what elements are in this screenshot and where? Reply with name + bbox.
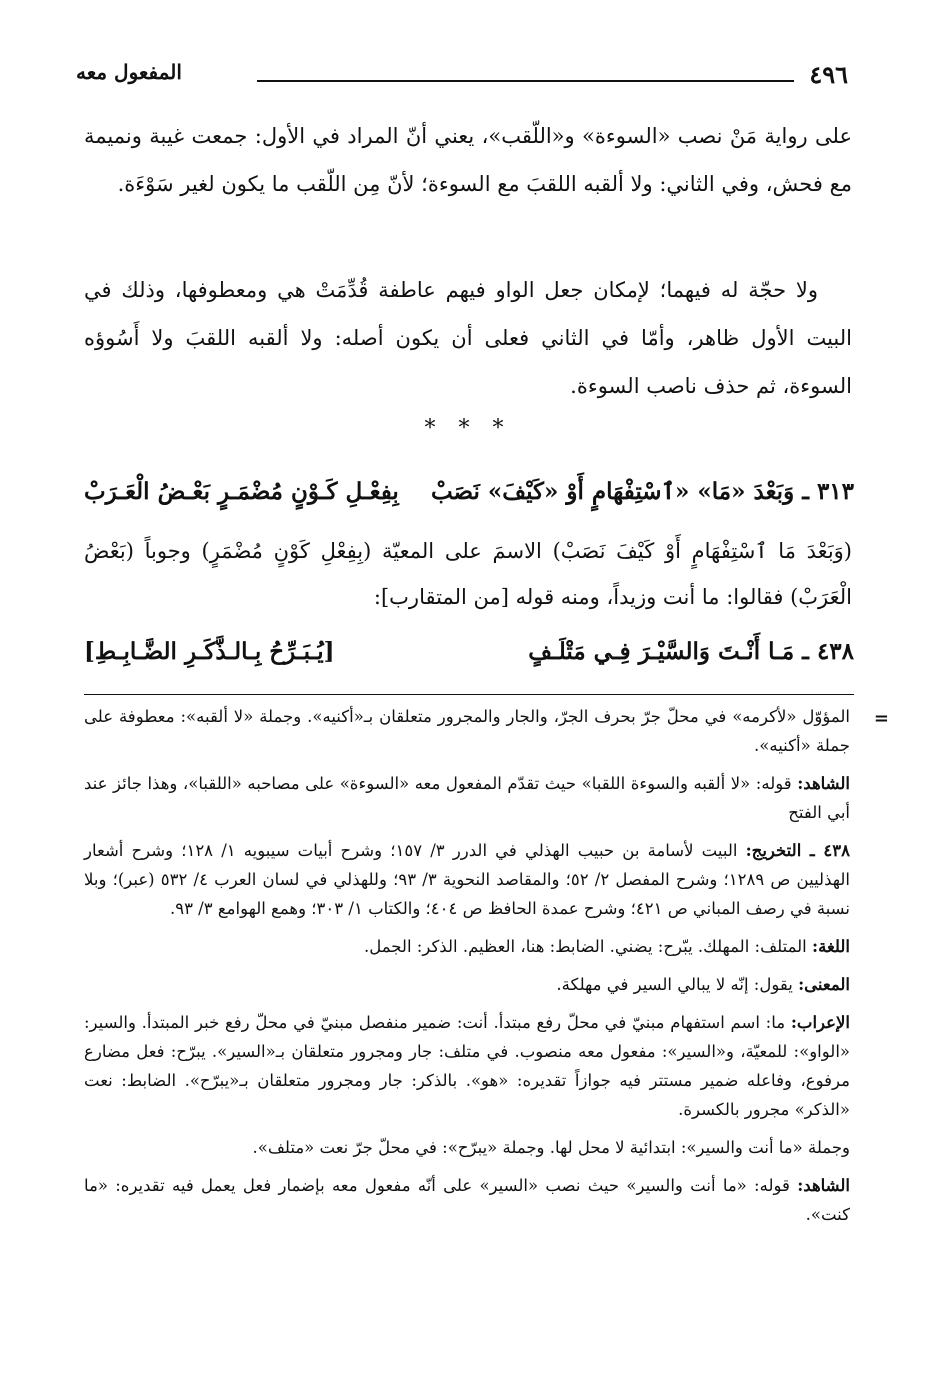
verse-second-hemistich: بِفِعْـلِ كَـوْنٍ مُضْمَـرٍ بَعْـضُ الْعَـرَبْ — [84, 478, 399, 505]
footnote-continuation-mark: = — [873, 708, 889, 729]
section-separator: * * * — [424, 416, 512, 441]
alfiyya-verse-313 — [84, 478, 854, 522]
verse-second-hemistich: [يُـبَـرِّحُ بِـالـذَّكَـرِ الضَّـابِـطِ] — [84, 638, 335, 665]
verse-first-hemistich: ٣١٣ ـ وَبَعْدَ «مَا» «ٱسْتِفْهَامٍ أَوْ «كَيْفَ» نَصَبْ — [430, 478, 854, 505]
footnote-paragraph: الإعراب: ما: اسم استفهام مبنيّ في محلّ رفع مبتدأ. أنت: ضمير منفصل مبنيّ في محلّ رفع خبر المبتدأ. والسير: «الواو»: للمعيّة، و«السير»: مفعول معه منصوب. في متلف: جار ومجرور متعلقان بـ«السير». يبرّح: فعل مضارع مرفوع، وفاعله ضمير مستتر فيه جوازاً تقديره: «هو». بالذكر: جار ومجرور متعلقان بـ«يبرّح». الضابط: نعت «الذكر» مجرور بالكسرة. — [84, 1013, 850, 1119]
header-rule — [257, 80, 794, 82]
evidence-verse-438 — [84, 638, 854, 682]
verse-first-hemistich: ٤٣٨ ـ مَـا أَنْـتَ وَالسَّيْـرَ فِـي مَتْلَـفٍ — [528, 638, 854, 665]
footnote-paragraph: المعنى: يقول: إنّه لا يبالي السير في مهلكة. — [556, 975, 850, 994]
footnote-divider — [84, 694, 854, 695]
footnote-paragraph: المؤوّل «لأكرمه» في محلّ جرّ بحرف الجرّ، والجار والمجرور متعلقان بـ«أكنيه». وجملة «لا ألقبه»: معطوفة على جملة «أكنيه». — [84, 707, 850, 755]
footnote-paragraph: ٤٣٨ ـ التخريج: البيت لأسامة بن حبيب الهذلي في الدرر ٣/ ١٥٧؛ وشرح أبيات سيبويه ١/ ١٢٨؛ وشرح أشعار الهذليين ص ١٢٨٩؛ وشرح المفصل ٢/ ٥٢؛ والمقاصد النحوية ٣/ ٩٣؛ وللهذلي في لسان العرب ٤/ ٥٣٢ (عبر)؛ وبلا نسبة في رصف المباني ص ٤٢١؛ وشرح عمدة الحافظ ص ٤٠٤؛ والكتاب ١/ ٣٠٣؛ وهمع الهوامع ٣/ ٩٣. — [84, 841, 850, 918]
footnote-paragraph: وجملة «ما أنت والسير»: ابتدائية لا محل لها. وجملة «يبرّح»: في محلّ جرّ نعت «متلف». — [252, 1138, 850, 1157]
footnotes — [84, 702, 850, 1238]
footnote-paragraph: اللغة: المتلف: المهلك. يبّرح: يضني. الضابط: هنا، العظيم. الذكر: الجمل. — [364, 937, 850, 956]
running-title: المفعول معه — [76, 60, 182, 84]
commentary-paragraph: (وَبَعْدَ مَا ٱسْتِفْهَامٍ أَوْ كَيْفَ نَصَبْ) الاسمَ على المعيّة (بِفِعْلِ كَوْنٍ مُضْمَرٍ) وجوباً (بَعْضُ الْعَرَبْ) فقالوا: ما أنت وزيداً، ومنه قوله [من المتقارب]: — [84, 539, 852, 609]
page-number: ٤٩٦ — [809, 60, 848, 89]
footnote-paragraph: الشاهد: قوله: «لا ألقبه والسوءة اللقبا» حيث تقدّم المفعول معه «السوءة» على مصاحبه «اللقبا»، وهذا جائز عند أبي الفتح — [84, 774, 850, 822]
page-header — [62, 58, 854, 92]
body-paragraph: ولا حجّة له فيهما؛ لإمكان جعل الواو فيهم عاطفة قُدِّمَتْ هي ومعطوفها، وذلك في البيت الأول ظاهر، وأمّا في الثاني فعلى أن يكون أصله: ولا ألقبه اللقبَ ولا أَسُوؤه السوءة، ثم حذف ناصب السوءة. — [84, 278, 852, 398]
body-paragraph: على رواية مَنْ نصب «السوءة» و«اللّقب»، يعني أنّ المراد في الأول: جمعت غيبة ونميمة مع فحش، وفي الثاني: ولا ألقبه اللقبَ مع السوءة؛ لأنّ مِن اللّقب ما يكون لغير سَوْءَة. — [84, 124, 852, 196]
footnote-paragraph: الشاهد: قوله: «ما أنت والسير» حيث نصب «السير» على أنّه مفعول معه بإضمار فعل يعمل فيه تقديره: «ما كنت». — [84, 1176, 850, 1224]
